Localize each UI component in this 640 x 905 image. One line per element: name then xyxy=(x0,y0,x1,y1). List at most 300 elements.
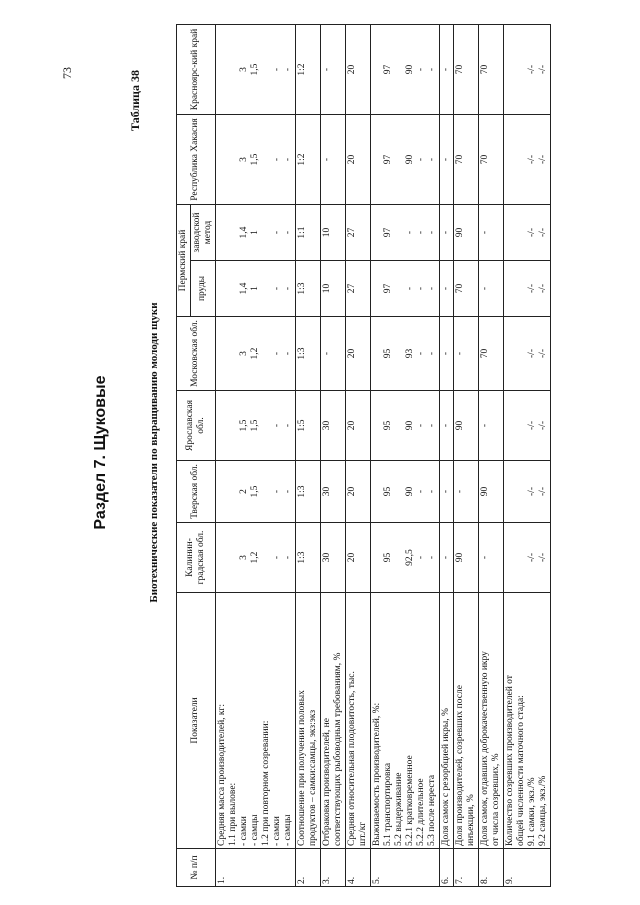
value-line: 1 xyxy=(249,286,260,291)
value-line: 1,2 xyxy=(249,347,260,360)
value-cell xyxy=(345,317,370,391)
header-perm-hatchery: заводской метод xyxy=(190,205,215,261)
value-line: -/- xyxy=(537,421,548,430)
value-line xyxy=(516,463,527,520)
value-line: -/- xyxy=(537,284,548,293)
value-cell xyxy=(370,205,439,261)
value-line xyxy=(516,263,527,314)
value-cell xyxy=(453,523,478,593)
value-line xyxy=(372,27,383,112)
value-line xyxy=(394,27,405,112)
value-line: 70 xyxy=(479,64,490,75)
value-cell xyxy=(370,25,439,115)
row-number: 7. xyxy=(453,849,478,887)
value-line: 70 xyxy=(454,283,465,294)
value-line xyxy=(372,525,383,590)
value-cell xyxy=(215,25,295,115)
value-line: - xyxy=(282,67,293,72)
value-line: 1,4 xyxy=(238,282,249,295)
value-cell xyxy=(370,391,439,461)
value-line: 93 xyxy=(404,348,415,359)
value-line: - xyxy=(404,286,415,291)
value-line xyxy=(394,525,405,590)
indicator-line: - самцы xyxy=(249,814,260,846)
value-line: 1:3 xyxy=(296,347,307,360)
value-line xyxy=(516,525,527,590)
value-cell xyxy=(215,317,295,391)
value-line: - xyxy=(282,157,293,162)
indicator-line: продуктов – самки:самцы, экз:экз xyxy=(307,709,318,846)
value-line: 3 xyxy=(238,67,249,72)
value-cell xyxy=(453,261,478,317)
value-line: - xyxy=(426,555,437,560)
table-row xyxy=(478,25,503,887)
header-region: Калинин-градская обл. xyxy=(177,523,216,593)
value-line: -/- xyxy=(526,155,537,164)
row-indicator xyxy=(320,593,345,849)
value-line: - xyxy=(282,489,293,494)
value-cell xyxy=(439,523,453,593)
value-line: 90 xyxy=(404,420,415,431)
value-line xyxy=(394,319,405,388)
value-line: - xyxy=(440,157,451,162)
value-line xyxy=(217,207,228,258)
value-line: - xyxy=(426,67,437,72)
value-cell xyxy=(478,25,503,115)
value-line: - xyxy=(426,230,437,235)
value-cell xyxy=(370,261,439,317)
value-cell xyxy=(478,261,503,317)
value-cell xyxy=(439,261,453,317)
value-line: - xyxy=(404,230,415,235)
row-number: 9. xyxy=(503,849,550,887)
value-line: -/- xyxy=(526,349,537,358)
value-cell xyxy=(478,115,503,205)
row-indicator xyxy=(370,593,439,849)
value-line: - xyxy=(271,286,282,291)
value-line: 27 xyxy=(346,283,357,294)
value-line: -/- xyxy=(537,487,548,496)
value-line: 90 xyxy=(454,552,465,563)
value-line: 20 xyxy=(346,552,357,563)
value-cell xyxy=(295,115,320,205)
indicator-line: 9.1 самки, экз./% xyxy=(526,777,537,846)
value-line xyxy=(228,463,239,520)
value-line: -/- xyxy=(526,553,537,562)
value-line xyxy=(372,393,383,458)
value-line: 90 xyxy=(479,486,490,497)
value-line: -/- xyxy=(537,349,548,358)
value-line: 20 xyxy=(346,154,357,165)
indicator-line: - самки xyxy=(271,816,282,846)
table-row xyxy=(215,25,295,887)
row-indicator xyxy=(439,593,453,849)
value-line: 10 xyxy=(321,227,332,238)
value-cell xyxy=(478,391,503,461)
value-cell xyxy=(345,461,370,523)
value-line: 90 xyxy=(454,227,465,238)
value-line xyxy=(505,117,516,202)
value-line: 97 xyxy=(382,283,393,294)
value-line: - xyxy=(282,230,293,235)
row-number: 8. xyxy=(478,849,503,887)
value-line: 95 xyxy=(382,420,393,431)
value-line: - xyxy=(479,286,490,291)
value-cell xyxy=(295,25,320,115)
value-line: - xyxy=(479,230,490,235)
value-line: - xyxy=(440,286,451,291)
indicator-line: Доля самок с резорбцией икры, % xyxy=(440,708,451,846)
value-cell xyxy=(320,391,345,461)
value-line xyxy=(217,463,228,520)
value-line: 97 xyxy=(382,64,393,75)
value-line xyxy=(217,263,228,314)
value-line: - xyxy=(321,67,332,72)
value-cell xyxy=(503,523,550,593)
value-cell xyxy=(345,391,370,461)
value-line: 97 xyxy=(382,227,393,238)
value-line xyxy=(261,525,272,590)
value-cell xyxy=(503,317,550,391)
value-line: - xyxy=(426,157,437,162)
value-line: 95 xyxy=(382,348,393,359)
indicator-line: общей численности маточного стада: xyxy=(515,695,526,846)
value-cell xyxy=(295,317,320,391)
row-indicator xyxy=(215,593,295,849)
value-line: - xyxy=(479,423,490,428)
value-cell xyxy=(215,523,295,593)
value-cell xyxy=(320,205,345,261)
value-line: -/- xyxy=(537,228,548,237)
indicator-line: соответствующих рыбоводным требованиям, % xyxy=(332,652,343,846)
value-line xyxy=(372,263,383,314)
value-cell xyxy=(503,205,550,261)
value-line: 90 xyxy=(454,420,465,431)
value-line: 1,5 xyxy=(238,419,249,432)
value-line xyxy=(261,117,272,202)
value-line: -/- xyxy=(526,487,537,496)
value-line: 20 xyxy=(346,486,357,497)
value-cell xyxy=(453,317,478,391)
biotech-table xyxy=(176,24,551,887)
value-line: -/- xyxy=(537,65,548,74)
indicator-line: 9.2 самцы, экз./% xyxy=(537,775,548,846)
value-line xyxy=(228,263,239,314)
value-cell xyxy=(478,523,503,593)
value-cell xyxy=(478,317,503,391)
value-line xyxy=(261,27,272,112)
value-line xyxy=(228,393,239,458)
value-line xyxy=(505,263,516,314)
indicator-line: 1.2 при повторном созревании: xyxy=(260,720,271,846)
value-line: - xyxy=(271,423,282,428)
value-cell xyxy=(215,461,295,523)
table-row xyxy=(503,25,550,887)
value-line xyxy=(217,319,228,388)
value-cell xyxy=(439,461,453,523)
table-title: Биотехнические показатели по выращиванию молоди щуки xyxy=(148,302,160,603)
row-number: 2. xyxy=(295,849,320,887)
header-num: № п/п xyxy=(177,849,216,887)
value-line xyxy=(394,393,405,458)
value-line: - xyxy=(271,489,282,494)
indicator-line: 5.3 после нереста xyxy=(426,774,437,846)
value-line: 1,5 xyxy=(249,153,260,166)
value-line xyxy=(505,393,516,458)
header-row xyxy=(177,25,191,887)
value-line xyxy=(394,117,405,202)
value-line: - xyxy=(440,489,451,494)
value-line xyxy=(217,525,228,590)
header-region: Ярославская обл. xyxy=(177,391,216,461)
indicator-line: - самки xyxy=(238,816,249,846)
value-cell xyxy=(320,317,345,391)
row-number: 3. xyxy=(320,849,345,887)
indicator-line: Доля самок, отдавших доброкачественную икру xyxy=(479,651,490,846)
value-line: 1 xyxy=(249,230,260,235)
table-row xyxy=(345,25,370,887)
header-perm: Пермский край xyxy=(177,205,191,317)
value-cell xyxy=(320,523,345,593)
indicator-line: шт./кг xyxy=(357,821,368,846)
value-cell xyxy=(295,461,320,523)
value-line: - xyxy=(440,555,451,560)
value-line: - xyxy=(282,555,293,560)
value-cell xyxy=(439,25,453,115)
value-line xyxy=(217,117,228,202)
value-line: 1:3 xyxy=(296,485,307,498)
value-line: - xyxy=(271,230,282,235)
table-row xyxy=(453,25,478,887)
value-line xyxy=(516,207,527,258)
value-line: 97 xyxy=(382,154,393,165)
value-line: 30 xyxy=(321,420,332,431)
value-line: -/- xyxy=(526,228,537,237)
value-line xyxy=(394,463,405,520)
value-line: - xyxy=(440,423,451,428)
value-line: 20 xyxy=(346,64,357,75)
value-cell xyxy=(295,205,320,261)
indicator-line: от числа созревших, % xyxy=(490,753,501,846)
indicator-line: 5.2 выдерживание xyxy=(393,772,404,846)
value-line: 1:3 xyxy=(296,551,307,564)
value-cell xyxy=(215,391,295,461)
value-line: - xyxy=(454,351,465,356)
value-line: - xyxy=(415,230,426,235)
value-line: - xyxy=(415,67,426,72)
table-body xyxy=(215,25,550,887)
value-line: 30 xyxy=(321,552,332,563)
value-cell xyxy=(345,205,370,261)
value-line: - xyxy=(321,351,332,356)
value-line: 20 xyxy=(346,348,357,359)
value-line: - xyxy=(426,351,437,356)
value-line: 20 xyxy=(346,420,357,431)
value-line: -/- xyxy=(526,65,537,74)
value-line: 70 xyxy=(479,154,490,165)
value-cell xyxy=(320,25,345,115)
indicator-line: 5.2.1 кратковременное xyxy=(404,755,415,846)
value-cell xyxy=(295,261,320,317)
value-line xyxy=(516,319,527,388)
value-line: 1,5 xyxy=(249,419,260,432)
value-line: 1,4 xyxy=(238,226,249,239)
value-cell xyxy=(345,25,370,115)
value-line: 3 xyxy=(238,351,249,356)
value-cell xyxy=(453,391,478,461)
value-cell xyxy=(215,261,295,317)
section-title: Раздел 7. Щуковые xyxy=(92,375,109,530)
value-line: - xyxy=(415,423,426,428)
value-line: 30 xyxy=(321,486,332,497)
value-line: 90 xyxy=(404,154,415,165)
table-row xyxy=(439,25,453,887)
value-line: - xyxy=(271,157,282,162)
value-line: 1:2 xyxy=(296,63,307,76)
value-line: - xyxy=(415,286,426,291)
row-indicator xyxy=(453,593,478,849)
value-line xyxy=(261,319,272,388)
row-indicator xyxy=(478,593,503,849)
value-cell xyxy=(439,317,453,391)
value-line: 1,2 xyxy=(249,551,260,564)
value-line: - xyxy=(415,157,426,162)
value-line xyxy=(261,463,272,520)
table-row xyxy=(295,25,320,887)
value-line: 3 xyxy=(238,555,249,560)
value-line: 70 xyxy=(479,348,490,359)
header-region: Красноярс-кий край xyxy=(177,25,216,115)
value-line: 27 xyxy=(346,227,357,238)
value-line xyxy=(372,117,383,202)
value-cell xyxy=(503,25,550,115)
indicator-line: 1.1 при вылове: xyxy=(227,782,238,846)
value-line: - xyxy=(271,555,282,560)
indicator-line: Доля производителей, созревших после xyxy=(454,685,465,846)
value-cell xyxy=(345,261,370,317)
value-cell xyxy=(320,261,345,317)
indicator-line: - самцы xyxy=(282,814,293,846)
value-line: 1:3 xyxy=(296,282,307,295)
value-cell xyxy=(320,461,345,523)
value-line: - xyxy=(282,286,293,291)
header-region: Республика Хакасия xyxy=(177,115,216,205)
value-line: - xyxy=(321,157,332,162)
row-indicator xyxy=(295,593,320,849)
value-cell xyxy=(295,391,320,461)
value-line xyxy=(516,27,527,112)
value-cell xyxy=(370,523,439,593)
value-cell xyxy=(439,205,453,261)
value-line: 1:5 xyxy=(296,419,307,432)
value-line: 1,5 xyxy=(249,485,260,498)
table-row xyxy=(370,25,439,887)
value-line xyxy=(505,207,516,258)
value-line xyxy=(261,207,272,258)
value-line: - xyxy=(282,351,293,356)
value-line: - xyxy=(415,351,426,356)
value-line: 90 xyxy=(404,64,415,75)
value-line: -/- xyxy=(537,553,548,562)
value-line: 70 xyxy=(454,154,465,165)
value-line: 90 xyxy=(404,486,415,497)
value-cell xyxy=(453,115,478,205)
value-line: - xyxy=(426,286,437,291)
value-line xyxy=(228,525,239,590)
value-cell xyxy=(320,115,345,205)
value-line: 70 xyxy=(454,64,465,75)
indicator-line: Отбраковка производителей, не xyxy=(321,718,332,846)
value-line xyxy=(228,27,239,112)
value-line: 95 xyxy=(382,486,393,497)
value-line xyxy=(516,117,527,202)
value-line: - xyxy=(479,555,490,560)
value-line: -/- xyxy=(526,284,537,293)
row-number: 4. xyxy=(345,849,370,887)
value-cell xyxy=(370,461,439,523)
row-number: 1. xyxy=(215,849,295,887)
value-line xyxy=(372,207,383,258)
value-cell xyxy=(295,523,320,593)
value-cell xyxy=(453,205,478,261)
value-line xyxy=(505,27,516,112)
value-cell xyxy=(439,391,453,461)
row-number: 6. xyxy=(439,849,453,887)
row-indicator xyxy=(345,593,370,849)
value-cell xyxy=(370,115,439,205)
row-number: 5. xyxy=(370,849,439,887)
header-region: Московская обл. xyxy=(177,317,216,391)
value-cell xyxy=(370,317,439,391)
value-cell xyxy=(503,461,550,523)
value-line: - xyxy=(271,351,282,356)
value-cell xyxy=(453,461,478,523)
value-line xyxy=(228,319,239,388)
value-line: 3 xyxy=(238,157,249,162)
value-line xyxy=(228,117,239,202)
value-line: 1:2 xyxy=(296,153,307,166)
table-row xyxy=(320,25,345,887)
value-line xyxy=(505,463,516,520)
value-line xyxy=(505,319,516,388)
value-line xyxy=(228,207,239,258)
value-line: 1,5 xyxy=(249,63,260,76)
value-line xyxy=(217,393,228,458)
value-cell xyxy=(345,115,370,205)
value-line: 10 xyxy=(321,283,332,294)
indicator-line: Количество созревших производителей от xyxy=(504,675,515,846)
value-cell xyxy=(503,391,550,461)
value-cell xyxy=(215,205,295,261)
indicator-line: Средняя относительная плодовитость, тыс. xyxy=(346,671,357,846)
value-cell xyxy=(439,115,453,205)
value-line: - xyxy=(415,555,426,560)
value-line xyxy=(372,463,383,520)
value-line xyxy=(261,263,272,314)
value-cell xyxy=(478,205,503,261)
value-line: - xyxy=(440,230,451,235)
header-perm-ponds: пруды xyxy=(190,261,215,317)
value-line: - xyxy=(440,351,451,356)
table-label: Таблица 38 xyxy=(128,70,142,131)
value-cell xyxy=(453,25,478,115)
value-line xyxy=(516,393,527,458)
value-line xyxy=(394,263,405,314)
row-indicator xyxy=(503,593,550,849)
indicator-line: инъекции, % xyxy=(465,794,476,846)
value-line: - xyxy=(426,489,437,494)
value-line xyxy=(261,393,272,458)
